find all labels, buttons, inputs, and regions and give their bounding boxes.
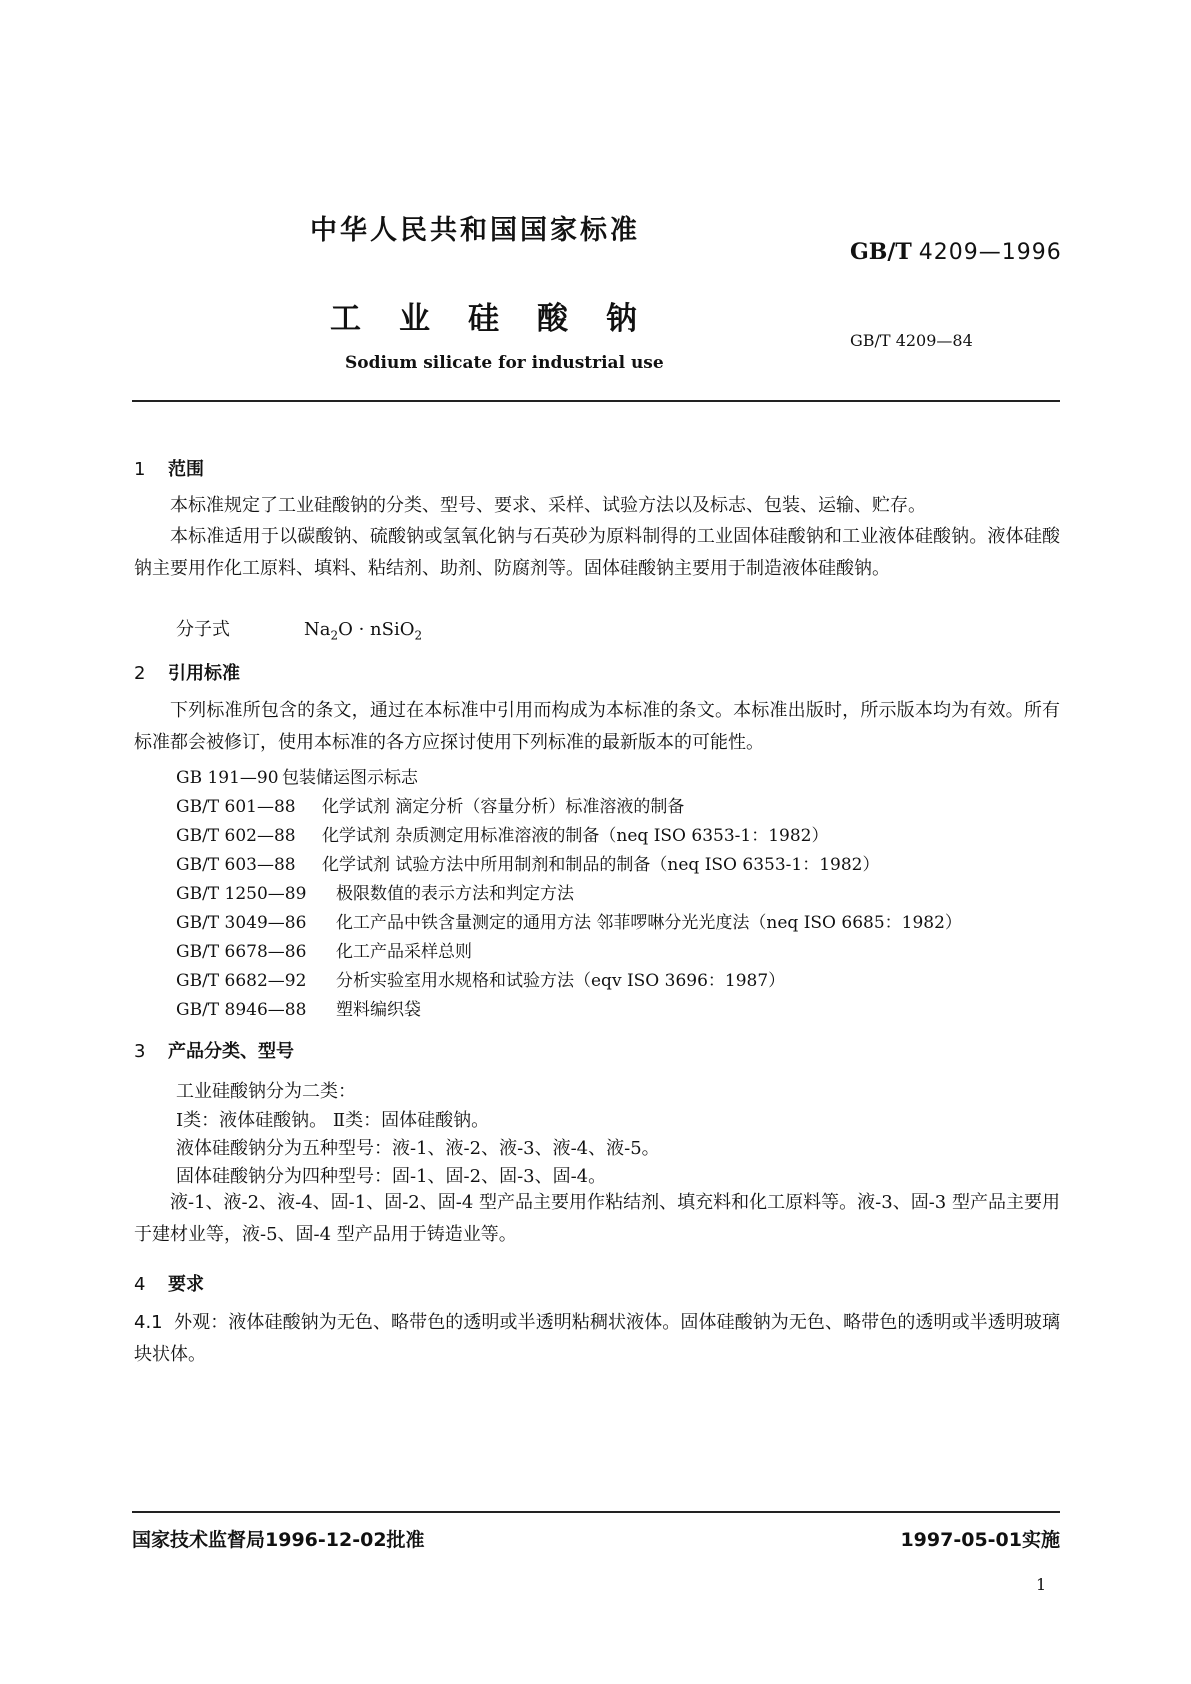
reference-code: GB/T 602—88 (176, 826, 296, 846)
section-title: 要求 (168, 1274, 204, 1295)
reference-item (176, 879, 574, 904)
section-2-heading (134, 659, 240, 685)
reference-title: 化工产品中铁含量测定的通用方法 邻菲啰啉分光光度法（neq ISO 6685：1982） (336, 913, 962, 933)
reference-code: GB 191—90 (176, 768, 279, 788)
reference-item (176, 995, 421, 1020)
reference-title: 化学试剂 试验方法中所用制剂和制品的制备（neq ISO 6353-1：1982） (322, 855, 880, 875)
reference-code: GB/T 6682—92 (176, 971, 307, 991)
section-title: 范围 (168, 459, 204, 480)
reference-item (176, 792, 684, 817)
formula-label: 分子式 (176, 619, 230, 640)
reference-code: GB/T 603—88 (176, 855, 296, 875)
section-1-paragraph-1: 本标准规定了工业硅酸钠的分类、型号、要求、采样、试验方法以及标志、包装、运输、贮存。 (170, 495, 926, 516)
formula-sub-2: 2 (414, 628, 423, 643)
section-1-paragraph-2: 本标准适用于以碳酸钠、硫酸钠或氢氧化钠与石英砂为原料制得的工业固体硅酸钠和工业液体硅酸钠。液体硅酸钠主要用作化工原料、填料、粘结剂、助剂、防腐剂等。固体硅酸钠主要用于制造液体硅酸钠。 (134, 526, 1060, 579)
section-3-paragraph-5: 液-1、液-2、液-4、固-1、固-2、固-4 型产品主要用作粘结剂、填充料和化工原料等。液-3、固-3 型产品主要用于建材业等，液-5、固-4 型产品用于铸造业等。 (134, 1192, 1060, 1245)
standard-number-value: 4209—1996 (918, 240, 1062, 265)
clause-4-1 (134, 1307, 1060, 1371)
section-3-line-1: 工业硅酸钠分为二类： (176, 1081, 356, 1102)
reference-item (176, 763, 418, 788)
section-title: 产品分类、型号 (168, 1041, 294, 1062)
section-number: 4 (134, 1274, 146, 1295)
page-number: 1 (1036, 1575, 1047, 1594)
section-3-line-3: 液体硅酸钠分为五种型号：液-1、液-2、液-3、液-4、液-5。 (176, 1138, 660, 1159)
reference-item (176, 908, 962, 933)
section-2-paragraph-1: 下列标准所包含的条文，通过在本标准中引用而构成为本标准的条文。本标准出版时，所示版本均为有效。所有标准都会被修订，使用本标准的各方应探讨使用下列标准的最新版本的可能性。 (134, 700, 1060, 753)
molecular-formula (176, 615, 422, 643)
formula-mid: O · nSiO (338, 619, 415, 640)
reference-code: GB/T 6678—86 (176, 942, 307, 962)
reference-title: 极限数值的表示方法和判定方法 (336, 884, 574, 904)
reference-title: 化学试剂 杂质测定用标准溶液的制备（neq ISO 6353-1：1982） (322, 826, 829, 846)
approval-date: 国家技术监督局1996-12-02批准 (132, 1529, 425, 1551)
section-3-heading (134, 1037, 294, 1063)
footer-divider (132, 1511, 1060, 1513)
reference-code: GB/T 1250—89 (176, 884, 307, 904)
document-title-en: Sodium silicate for industrial use (345, 353, 664, 373)
standard-prefix: GB/T (850, 239, 912, 265)
effective-date: 1997-05-01实施 (900, 1529, 1060, 1551)
section-number: 3 (134, 1041, 146, 1062)
reference-code: GB/T 3049—86 (176, 913, 307, 933)
national-standard-heading: 中华人民共和国国家标准 (310, 215, 640, 246)
reference-code: GB/T 601—88 (176, 797, 296, 817)
section-number: 2 (134, 663, 146, 684)
section-1-heading (134, 455, 204, 481)
header-divider (132, 400, 1060, 402)
reference-title: 塑料编织袋 (336, 1000, 421, 1020)
reference-title: 分析实验室用水规格和试验方法（eqv ISO 3696：1987） (336, 971, 786, 991)
reference-item (176, 966, 785, 991)
formula-sub-1: 2 (330, 628, 339, 643)
document-title-zh: 工业硅酸钠 (330, 301, 675, 337)
section-number: 1 (134, 459, 146, 480)
reference-title: 包装储运图示标志 (282, 768, 418, 788)
reference-item (176, 850, 880, 875)
reference-item (176, 821, 829, 846)
section-title: 引用标准 (168, 663, 240, 684)
reference-title: 化工产品采样总则 (336, 942, 472, 962)
section-3-line-4: 固体硅酸钠分为四种型号：固-1、固-2、固-3、固-4。 (176, 1166, 607, 1187)
replaces-standard: GB/T 4209—84 (850, 331, 973, 350)
section-4-heading (134, 1270, 204, 1296)
section-3-line-2: Ⅰ类：液体硅酸钠。 Ⅱ类：固体硅酸钠。 (176, 1110, 490, 1131)
formula-na: Na (304, 619, 331, 640)
clause-number: 4.1 (134, 1312, 163, 1333)
reference-code: GB/T 8946—88 (176, 1000, 307, 1020)
standard-number (850, 239, 1062, 265)
clause-text: 外观：液体硅酸钠为无色、略带色的透明或半透明粘稠状液体。固体硅酸钠为无色、略带色的透明或半透明玻璃块状体。 (134, 1312, 1060, 1365)
reference-title: 化学试剂 滴定分析（容量分析）标准溶液的制备 (322, 797, 685, 817)
reference-item (176, 937, 472, 962)
